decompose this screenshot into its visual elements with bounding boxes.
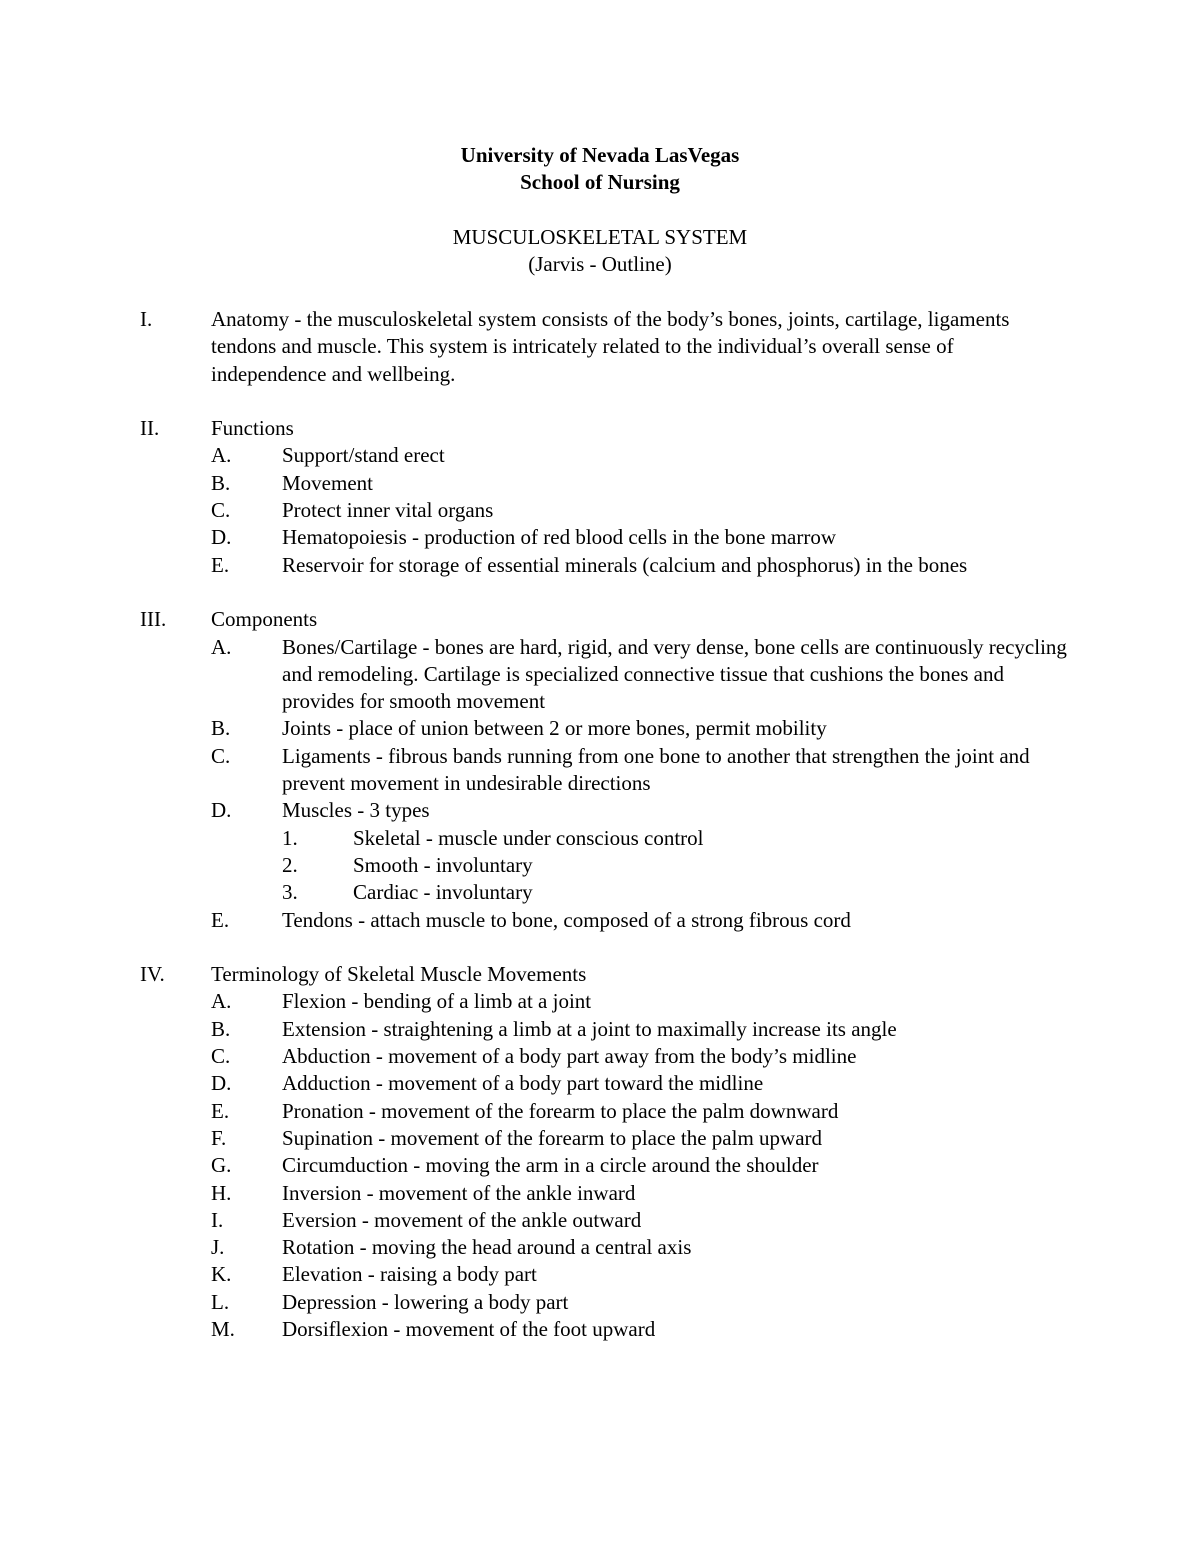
document-subtitle: (Jarvis - Outline) — [528, 252, 672, 277]
item-letter: H. — [211, 1180, 232, 1205]
item-text: Support/stand erect — [282, 443, 445, 468]
outline-section — [140, 961, 1070, 1343]
sub-list-item — [140, 825, 1070, 852]
item-text: Hematopoiesis - production of red blood cells in the bone marrow — [282, 525, 837, 550]
item-text: Elevation - raising a body part — [282, 1262, 537, 1287]
list-item — [140, 907, 1070, 934]
item-text: Inversion - movement of the ankle inward — [282, 1180, 636, 1205]
item-text: Abduction - movement of a body part away from the body’s midline — [282, 1044, 857, 1069]
section-text: Components — [211, 607, 318, 632]
list-item — [140, 1070, 1070, 1097]
list-item — [140, 1180, 1070, 1207]
list-item — [140, 1261, 1070, 1288]
item-letter: I. — [211, 1207, 224, 1232]
list-item — [140, 470, 1070, 497]
list-item — [140, 797, 1070, 824]
item-letter: C. — [211, 1044, 231, 1069]
item-letter: D. — [211, 525, 232, 550]
item-letter: M. — [211, 1316, 235, 1341]
item-letter: E. — [211, 552, 230, 577]
section-heading — [140, 306, 1070, 388]
list-item — [140, 524, 1070, 551]
item-letter: B. — [211, 1016, 231, 1041]
list-item — [140, 552, 1070, 579]
item-text: Reservoir for storage of essential minerals (calcium and phosphorus) in the bones — [282, 552, 968, 577]
list-item — [140, 1016, 1070, 1043]
list-item — [140, 1152, 1070, 1179]
item-letter: C. — [211, 743, 231, 768]
list-item — [140, 1043, 1070, 1070]
item-text: Tendons - attach muscle to bone, composed of a strong fibrous cord — [282, 907, 851, 932]
item-text: Bones/Cartilage - bones are hard, rigid, and very dense, bone cells are continuously recycling and remodeling. Cartilage is specialized connective tissue that cushions the bones and provides for smooth movement — [282, 634, 1067, 714]
section-numeral: IV. — [140, 962, 165, 987]
subitem-number: 3. — [282, 880, 298, 905]
item-letter: E. — [211, 907, 230, 932]
item-letter: A. — [211, 634, 232, 659]
sub-list-item — [140, 852, 1070, 879]
section-numeral: III. — [140, 607, 167, 632]
list-item — [140, 1098, 1070, 1125]
list-item — [140, 1289, 1070, 1316]
list-item — [140, 497, 1070, 524]
list-item — [140, 743, 1070, 798]
section-text: Anatomy - the musculoskeletal system consists of the body’s bones, joints, cartilage, ligaments tendons and muscle. This system is intricately related to the individual’s overall sense of independence and wellbeing. — [211, 307, 1010, 386]
item-letter: A. — [211, 989, 232, 1014]
list-item — [140, 442, 1070, 469]
item-text: Movement — [282, 470, 373, 495]
list-item — [140, 1207, 1070, 1234]
subitem-text: Cardiac - involuntary — [353, 880, 533, 905]
item-text: Circumduction - moving the arm in a circle around the shoulder — [282, 1153, 819, 1178]
list-item — [140, 1316, 1070, 1343]
section-text: Terminology of Skeletal Muscle Movements — [211, 962, 587, 987]
section-heading — [140, 606, 1070, 633]
subitem-number: 1. — [282, 825, 298, 850]
item-letter: K. — [211, 1262, 232, 1287]
item-text: Flexion - bending of a limb at a joint — [282, 989, 592, 1014]
item-letter: A. — [211, 443, 232, 468]
header-spacer — [0, 197, 1200, 224]
item-letter: D. — [211, 798, 232, 823]
section-numeral: II. — [140, 416, 160, 441]
document-header — [0, 142, 1200, 278]
item-letter: B. — [211, 716, 231, 741]
item-letter: L. — [211, 1289, 230, 1314]
section-heading — [140, 961, 1070, 988]
sub-list-item — [140, 879, 1070, 906]
item-text: Depression - lowering a body part — [282, 1289, 569, 1314]
document-title: MUSCULOSKELETAL SYSTEM — [452, 224, 748, 249]
section-numeral: I. — [140, 307, 153, 331]
item-text: Dorsiflexion - movement of the foot upward — [282, 1316, 656, 1341]
item-text: Extension - straightening a limb at a joint to maximally increase its angle — [282, 1016, 897, 1041]
list-item — [140, 634, 1070, 716]
subitem-text: Skeletal - muscle under conscious control — [353, 825, 704, 850]
list-item — [140, 715, 1070, 742]
item-text: Rotation - moving the head around a central axis — [282, 1235, 692, 1260]
list-item — [140, 1125, 1070, 1152]
item-letter: J. — [211, 1235, 225, 1260]
subitem-number: 2. — [282, 852, 298, 877]
item-text: Muscles - 3 types — [282, 798, 430, 823]
item-text: Supination - movement of the forearm to place the palm upward — [282, 1125, 823, 1150]
item-letter: B. — [211, 470, 231, 495]
item-text: Pronation - movement of the forearm to place the palm downward — [282, 1098, 839, 1123]
university-name: University of Nevada LasVegas — [460, 143, 740, 167]
item-text: Eversion - movement of the ankle outward — [282, 1207, 642, 1232]
list-item — [140, 988, 1070, 1015]
item-text: Joints - place of union between 2 or more bones, permit mobility — [282, 716, 827, 741]
list-item — [140, 1234, 1070, 1261]
item-text: Ligaments - fibrous bands running from one bone to another that strengthen the joint and prevent movement in undesirable directions — [282, 743, 1030, 796]
section-text: Functions — [211, 416, 294, 441]
section-heading — [140, 415, 1070, 442]
subitem-text: Smooth - involuntary — [353, 852, 533, 877]
item-text: Adduction - movement of a body part toward the midline — [282, 1071, 764, 1096]
item-letter: F. — [211, 1125, 227, 1150]
item-letter: G. — [211, 1153, 232, 1178]
outline-section — [140, 306, 1070, 388]
item-letter: E. — [211, 1098, 230, 1123]
item-letter: C. — [211, 498, 231, 523]
outline-section — [140, 415, 1070, 579]
item-text: Protect inner vital organs — [282, 498, 494, 523]
school-name: School of Nursing — [520, 170, 680, 195]
outline — [140, 306, 1070, 1371]
outline-section — [140, 606, 1070, 934]
item-letter: D. — [211, 1071, 232, 1096]
